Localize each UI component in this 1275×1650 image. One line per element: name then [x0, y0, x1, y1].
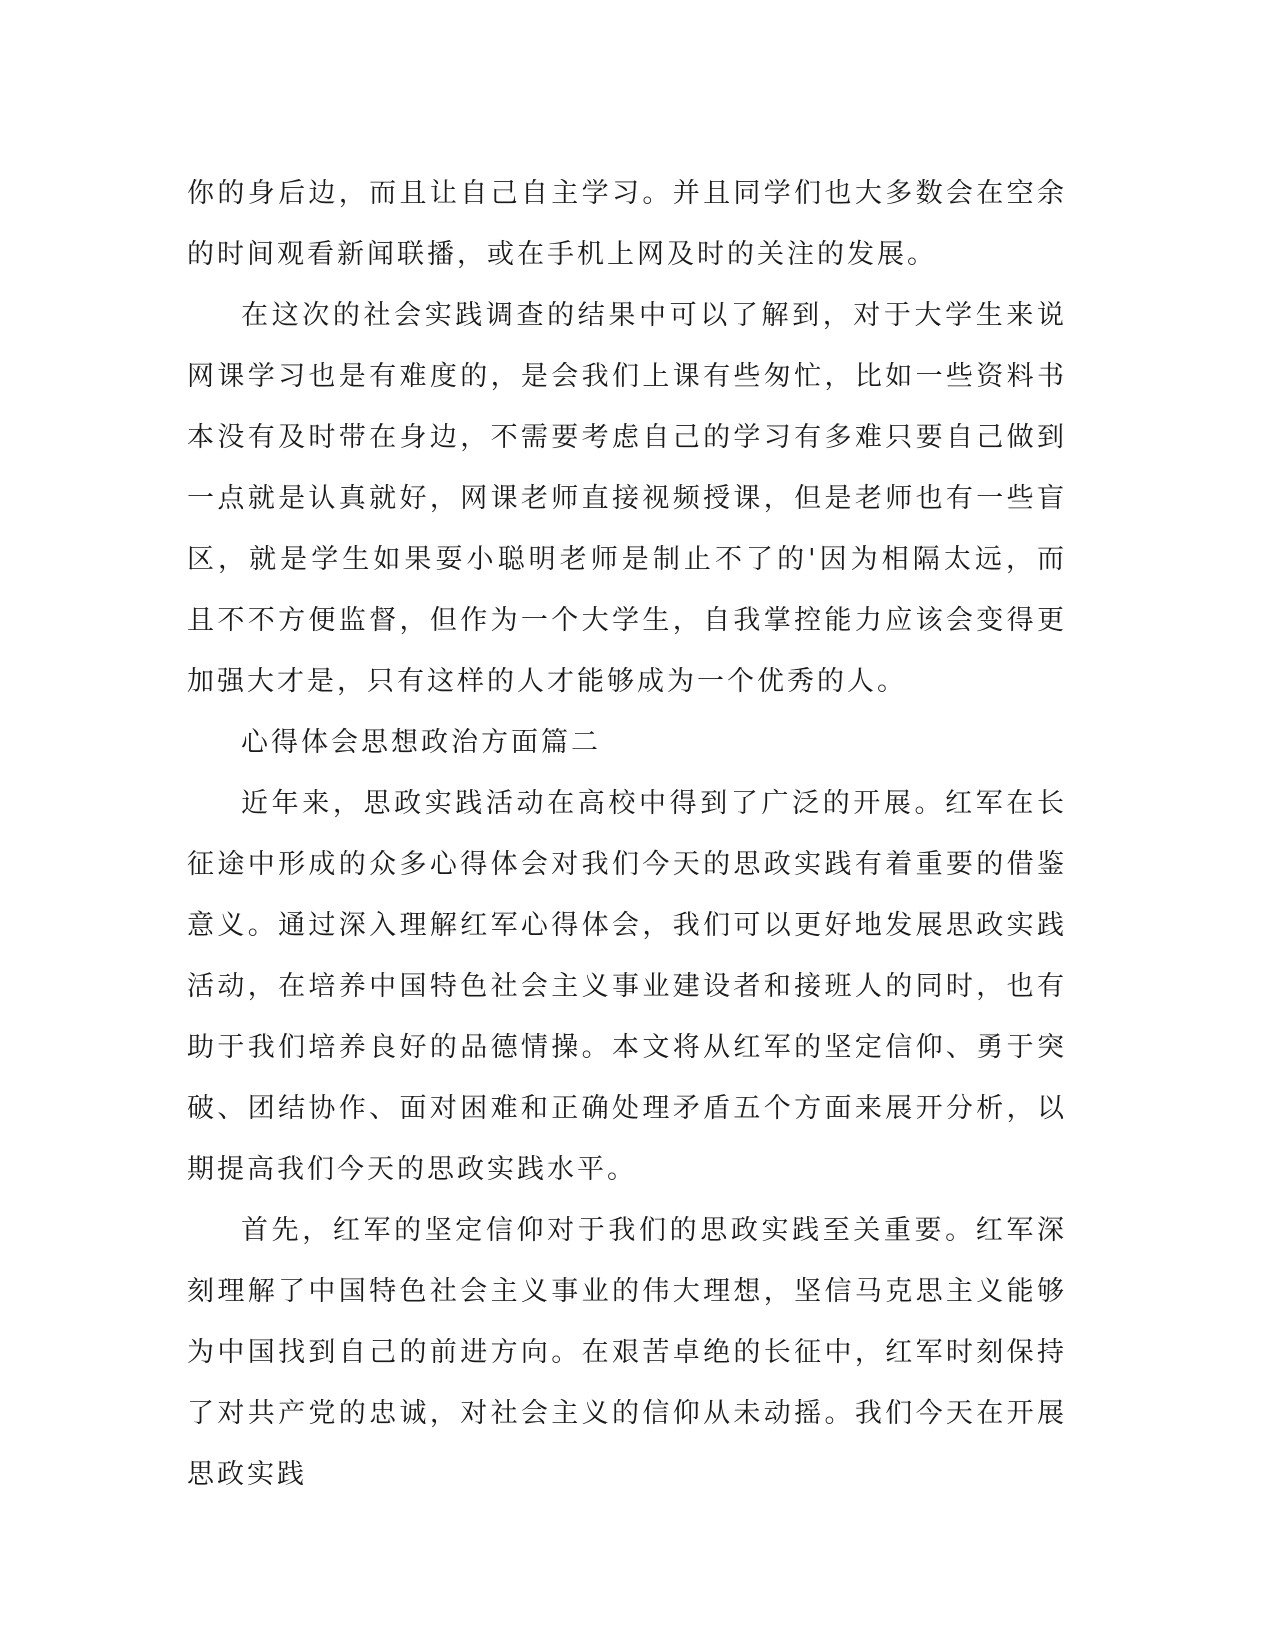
paragraph-firstly: 首先，红军的坚定信仰对于我们的思政实践至关重要。红军深刻理解了中国特色社会主义事业的伟大理想，坚信马克思主义能够为中国找到自己的前进方向。在艰苦卓绝的长征中，红军时刻保持了对共产党的忠诚，对社会主义的信仰从未动摇。我们今天在开展思政实践	[187, 1215, 1067, 1490]
paragraph-survey-result: 在这次的社会实践调查的结果中可以了解到，对于大学生来说网课学习也是有难度的，是会我们上课有些匆忙，比如一些资料书本没有及时带在身边，不需要考虑自己的学习有多难只要自己做到一点就是认真就好，网课老师直接视频授课，但是老师也有一些盲区，就是学生如果耍小聪明老师是制止不了的'因为相隔太远，而且不不方便监督，但作为一个大学生，自我掌控能力应该会变得更加强大才是，只有这样的人才能够成为一个优秀的人。	[187, 300, 1067, 697]
paragraph-continuation: 你的身后边，而且让自己自主学习。并且同学们也大多数会在空余的时间观看新闻联播，或在手机上网及时的关注的发展。	[187, 178, 1067, 270]
document-body	[187, 163, 1067, 1505]
paragraph-intro: 近年来，思政实践活动在高校中得到了广泛的开展。红军在长征途中形成的众多心得体会对我们今天的思政实践有着重要的借鉴意义。通过深入理解红军心得体会，我们可以更好地发展思政实践活动，在培养中国特色社会主义事业建设者和接班人的同时，也有助于我们培养良好的品德情操。本文将从红军的坚定信仰、勇于突破、团结协作、面对困难和正确处理矛盾五个方面来展开分析，以期提高我们今天的思政实践水平。	[187, 788, 1067, 1185]
section-heading: 心得体会思想政治方面篇二	[241, 727, 601, 758]
